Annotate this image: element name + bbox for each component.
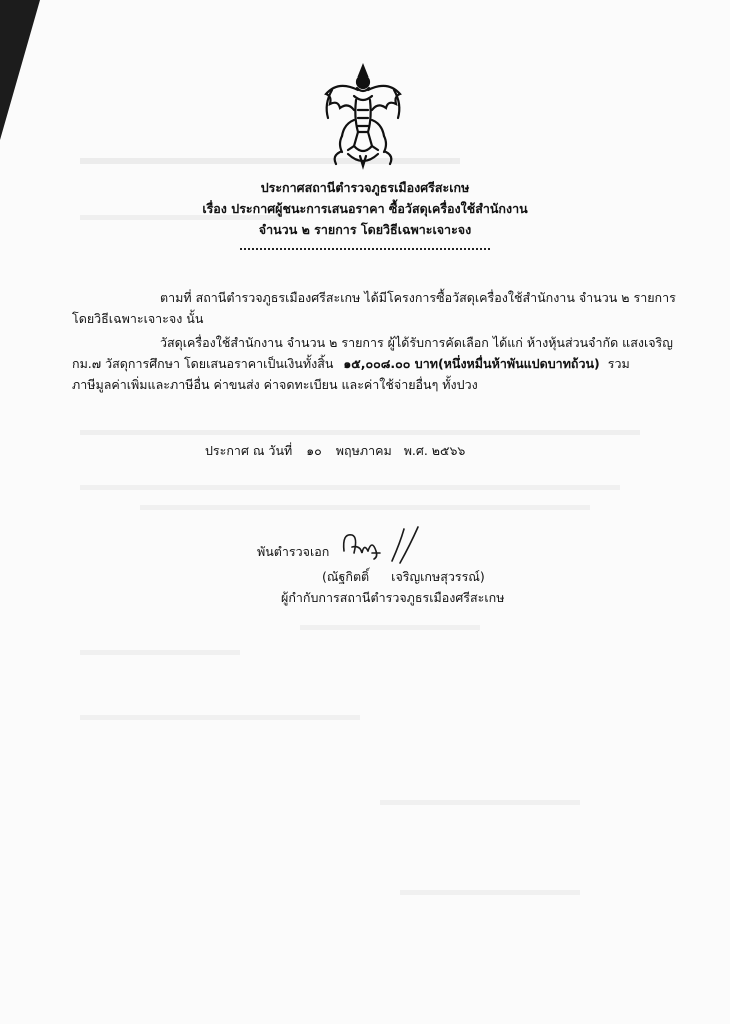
paragraph-2-line-2-suffix: รวม	[607, 356, 630, 371]
show-through-mark	[80, 715, 360, 720]
paragraph-2-line-3: ภาษีมูลค่าเพิ่มและภาษีอื่น ค่าขนส่ง ค่าจดทะเบียน และค่าใช้จ่ายอื่นๆ ทั้งปวง	[72, 377, 478, 392]
show-through-mark	[80, 430, 640, 435]
show-through-mark	[80, 650, 240, 655]
signer-rank: พันตำรวจเอก	[257, 544, 330, 559]
paragraph-1-line-2: โดยวิธีเฉพาะเจาะจง นั้น	[72, 311, 204, 326]
handwritten-signature	[338, 523, 428, 565]
paragraph-2-line-2	[72, 354, 630, 374]
signer-name	[322, 567, 485, 587]
show-through-mark	[380, 800, 580, 805]
date-day: ๑๐	[306, 443, 322, 458]
show-through-mark	[300, 625, 480, 630]
paragraph-2-line-1: วัสดุเครื่องใช้สำนักงาน จำนวน ๒ รายการ ผู้ได้รับการคัดเลือก ได้แก่ ห้างหุ้นส่วนจำกัด แสงเจริญ	[160, 335, 673, 350]
announcement-method: จำนวน ๒ รายการ โดยวิธีเฉพาะเจาะจง	[258, 222, 472, 237]
page-corner-shadow	[0, 0, 40, 140]
date-month: พฤษภาคม	[335, 443, 392, 458]
bid-amount: ๑๕,๐๐๘.๐๐ บาท(หนึ่งหมื่นห้าพันแปดบาทถ้วน)	[343, 356, 600, 371]
paragraph-2-line-2-text: กม.๗ วัสดุการศึกษา โดยเสนอราคาเป็นเงินทั้งสิ้น	[72, 356, 334, 371]
date-label: ประกาศ ณ วันที่	[205, 443, 293, 458]
paragraph-1-line-1: ตามที่ สถานีตำรวจภูธรเมืองศรีสะเกษ ได้มีโครงการซื้อวัสดุเครื่องใช้สำนักงาน จำนวน ๒ รายการ	[160, 290, 676, 305]
announcement-subject: เรื่อง ประกาศผู้ชนะการเสนอราคา ซื้อวัสดุเครื่องใช้สำนักงาน	[202, 201, 528, 216]
show-through-mark	[80, 485, 620, 490]
announcement-date	[205, 441, 465, 461]
date-year: พ.ศ. ๒๕๖๖	[403, 443, 466, 458]
signer-position: ผู้กำกับการสถานีตำรวจภูธรเมืองศรีสะเกษ	[281, 590, 505, 605]
garuda-emblem-icon	[318, 60, 408, 172]
show-through-mark	[140, 505, 590, 510]
signer-name-last: เจริญเกษสุวรรณ์)	[391, 569, 485, 584]
title-divider	[240, 248, 490, 250]
announcement-org: ประกาศสถานีตำรวจภูธรเมืองศรีสะเกษ	[260, 180, 470, 195]
show-through-mark	[400, 890, 580, 895]
signer-name-first: (ณัฐกิตติ์	[322, 569, 370, 584]
